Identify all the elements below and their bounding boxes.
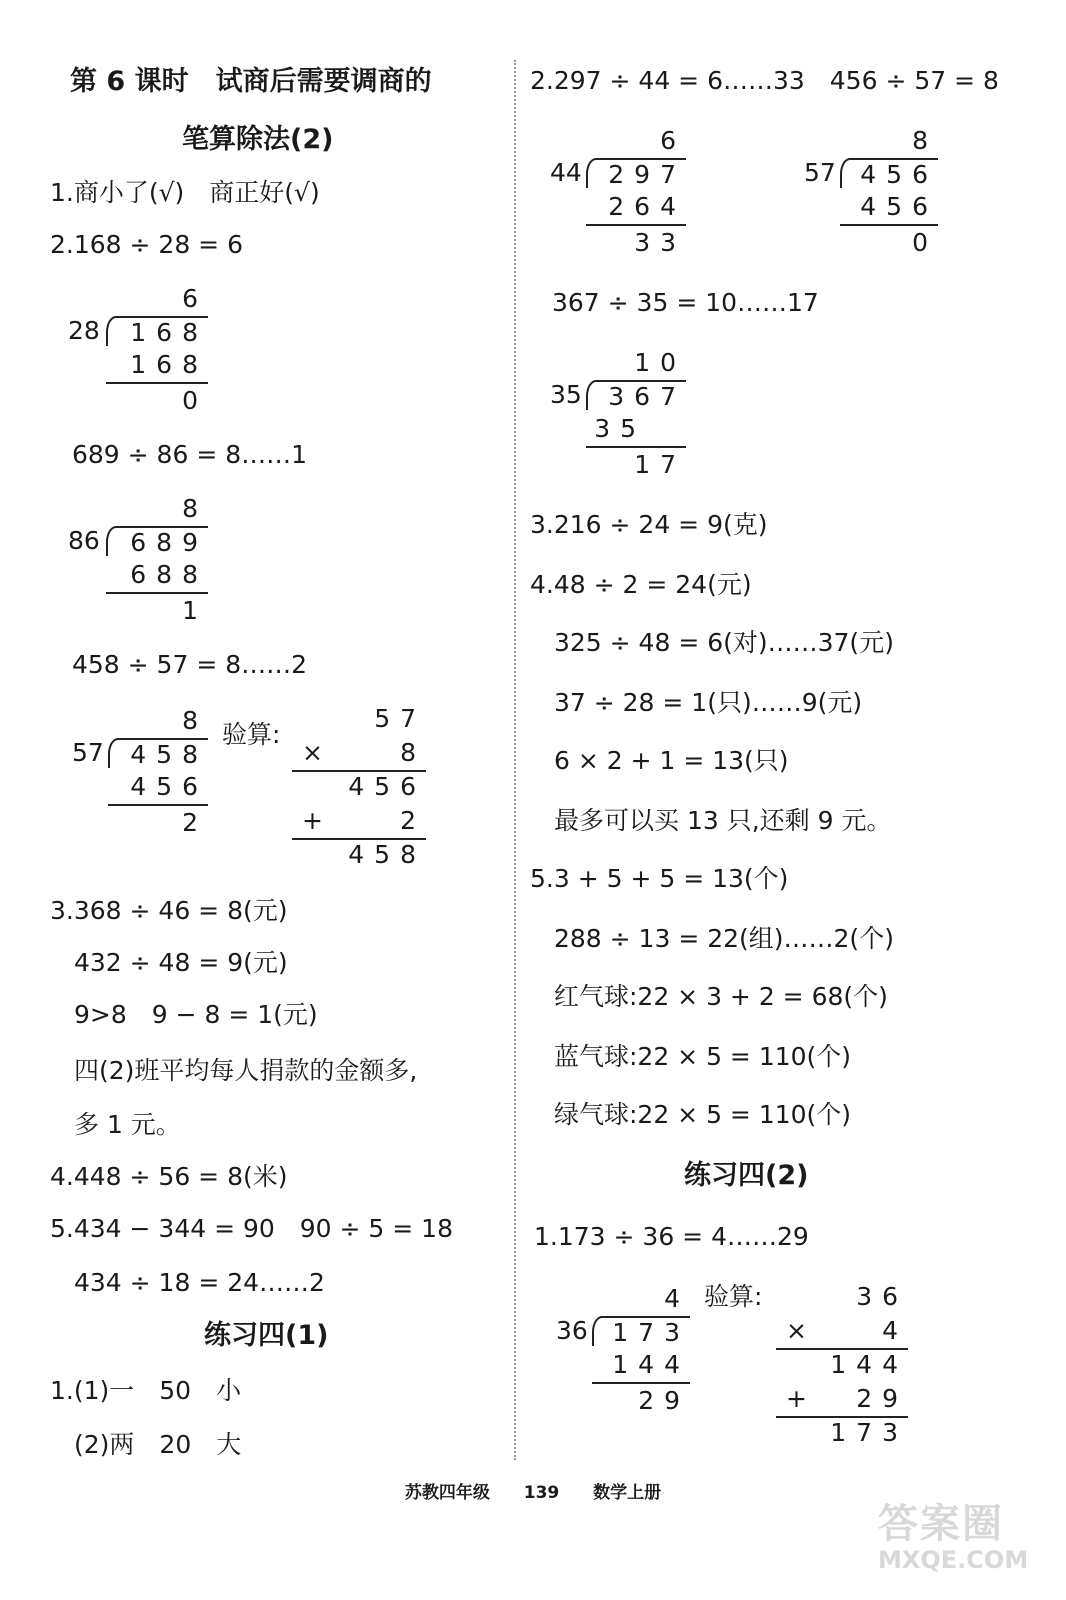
answer-q2-eq2: 689 ÷ 86 = 8……1 [72,440,308,469]
multiply-sign: × [786,1316,807,1345]
answer-q3-line2: 432 ÷ 48 = 9(元) [74,948,288,977]
answer-r-q5-line5: 绿气球:22 × 5 = 110(个) [554,1100,852,1129]
answer-q3-line4: 四(2)班平均每人捐款的金额多, [74,1056,418,1085]
dividend: 456 [860,160,938,189]
added-remainder: 29 [856,1384,908,1413]
subtraction-line [586,224,686,226]
answer-q1: 1.商小了(√) 商正好(√) [50,178,320,207]
divisor: 28 [68,316,100,345]
partial-product: 35 [594,414,646,443]
practice-q1-line1: 1.(1)一 50 小 [50,1376,242,1405]
section-title-practice-4-2: 练习四(2) [684,1160,809,1191]
quotient: 10 [634,348,686,377]
remainder: 29 [638,1386,690,1415]
long-division-168-28 [68,284,208,419]
dividend: 689 [130,528,208,557]
plus-sign: + [786,1384,807,1413]
dividend: 168 [130,318,208,347]
long-division-456-57 [804,126,938,261]
answer-r-q5-line2: 288 ÷ 13 = 22(组)……2(个) [554,924,894,953]
partial-product: 456 [130,772,208,801]
answer-q2-eq1: 2.168 ÷ 28 = 6 [50,230,243,259]
subtraction-line [108,804,208,806]
answer-r-q3: 3.216 ÷ 24 = 9(克) [530,510,768,539]
remainder: 0 [182,386,198,415]
quotient: 4 [664,1284,690,1313]
answer-r-q4-line5: 最多可以买 13 只,还剩 9 元。 [554,806,892,835]
answer-r-q2-head: 2.297 ÷ 44 = 6……33 456 ÷ 57 = 8 [530,66,999,95]
divisor: 35 [550,380,582,409]
answer-r-q5-line3: 红气球:22 × 3 + 2 = 68(个) [554,982,888,1011]
multiplier: 8 [400,738,426,767]
watermark-top: 答案圈 [878,1501,1004,1547]
remainder: 17 [634,450,686,479]
subtraction-line [106,592,208,594]
dividend: 297 [608,160,686,189]
lesson-title-line1: 第 6 课时 试商后需要调商的 [70,66,432,97]
lesson-title-line2: 笔算除法(2) [182,124,334,155]
answer-r-q4-line2: 325 ÷ 48 = 6(对)……37(元) [554,628,894,657]
answer-q3-line1: 3.368 ÷ 46 = 8(元) [50,896,288,925]
practice2-q1: 1.173 ÷ 36 = 4……29 [534,1222,809,1251]
subtraction-line [592,1382,690,1384]
partial-product: 264 [608,192,686,221]
subtraction-line [586,446,686,448]
subtraction-line [106,382,208,384]
answer-q4: 4.448 ÷ 56 = 8(米) [50,1162,288,1191]
divisor: 36 [556,1316,588,1345]
sum-result: 458 [348,840,426,869]
quotient: 8 [182,494,208,523]
page-footer [0,1478,1066,1503]
long-division-367-35 [550,348,686,483]
watermark-bottom: MXQE.COM [878,1546,1029,1574]
footer-book: 数学上册 [593,1483,662,1503]
answer-r-q4-line1: 4.48 ÷ 2 = 24(元) [530,570,752,599]
added-remainder: 2 [400,806,426,835]
answer-q5-line2: 434 ÷ 18 = 24……2 [74,1268,325,1297]
practice-q1-line2: (2)两 20 大 [74,1430,242,1459]
answer-q2-eq3: 458 ÷ 57 = 8……2 [72,650,308,679]
answer-r-q2-eq2: 367 ÷ 35 = 10……17 [552,288,819,317]
remainder: 2 [182,808,208,837]
product: 144 [830,1350,908,1379]
long-division-297-44 [550,126,686,261]
quotient: 6 [660,126,686,155]
multiplicand: 57 [374,704,426,733]
remainder: 33 [634,228,686,257]
long-division-689-86 [68,494,208,629]
partial-product: 688 [130,560,208,589]
answer-q3-line5: 多 1 元。 [74,1110,181,1139]
multiplier: 4 [882,1316,908,1345]
answer-r-q5-line1: 5.3 + 5 + 5 = 13(个) [530,864,789,893]
partial-product: 168 [130,350,208,379]
watermark-logo [878,1502,1048,1582]
remainder: 1 [182,596,208,625]
verification-multiplication-57x8 [292,704,426,874]
divisor: 57 [804,158,836,187]
column-separator [514,60,516,1460]
footer-page-number: 139 [523,1483,560,1503]
dividend: 458 [130,740,208,769]
quotient: 6 [182,284,208,313]
sum-result: 173 [830,1418,908,1447]
divisor: 44 [550,158,582,187]
subtraction-line [840,224,938,226]
remainder: 0 [912,228,938,257]
divisor: 86 [68,526,100,555]
answer-r-q5-line4: 蓝气球:22 × 5 = 110(个) [554,1042,852,1071]
partial-product: 456 [860,192,938,221]
answer-q5-line1: 5.434 − 344 = 90 90 ÷ 5 = 18 [50,1214,453,1243]
divisor: 57 [72,738,104,767]
check-label: 验算: [222,720,281,749]
quotient: 8 [182,706,208,735]
long-division-173-36 [556,1284,690,1419]
multiplicand: 36 [856,1282,908,1311]
answer-r-q4-line4: 6 × 2 + 1 = 13(只) [554,746,789,775]
quotient: 8 [912,126,938,155]
section-title-practice-4-1: 练习四(1) [204,1320,329,1351]
product: 456 [348,772,426,801]
dividend: 173 [612,1318,690,1347]
check-label-2: 验算: [704,1282,763,1311]
partial-product: 144 [612,1350,690,1379]
dividend: 367 [608,382,686,411]
verification-multiplication-36x4 [776,1282,908,1452]
multiply-sign: × [302,738,323,767]
footer-grade: 苏教四年级 [404,1483,490,1503]
plus-sign: + [302,806,323,835]
long-division-458-57 [72,706,208,841]
answer-q3-line3: 9>8 9 − 8 = 1(元) [74,1000,318,1029]
answer-r-q4-line3: 37 ÷ 28 = 1(只)……9(元) [554,688,863,717]
